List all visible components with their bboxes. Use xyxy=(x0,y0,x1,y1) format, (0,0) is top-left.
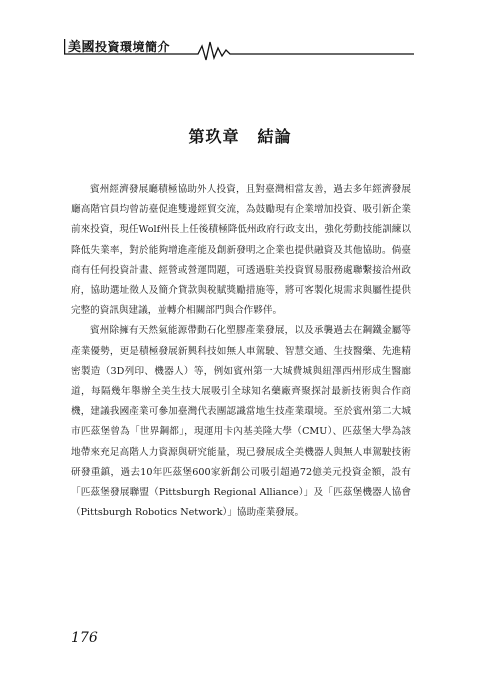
header-label xyxy=(68,36,170,55)
chapter-name: 結論 xyxy=(257,127,292,146)
paragraph-2: 賓州除擁有天然氣能源帶動石化塑膠產業發展，以及承襲過去在鋼鐵金屬等產業優勢，更是積極發展新興科技如無人車駕駛、智慧交通、生技醫藥、先進精密製造（3D列印、機器人）等，例如賓州第一大城費城與紐澤西州形成生醫廊道，每隔幾年舉辦全美生技大展吸引全球知名藥廠齊聚探討最新技術與合作商機，建議我國產業可參加臺灣代表團認識當地生技產業環境。至於賓州第二大城市匹茲堡曾為「世界鋼都」，現運用卡內基美隆大學（CMU）、匹茲堡大學為該地帶來充足高階人力資源與研究能量，現已發展成全美機器人與無人車駕駛技術研發重鎮，過去10年匹茲堡600家新創公司吸引超過72億美元投資金額，設有「匹茲堡發展聯盟（Pittsburgh Regional Alliance）」及「匹茲堡機器人協會（Pittsburgh Robotics Network）」協助產業發展。 xyxy=(71,325,411,519)
header-label-rest: 投資環境簡介 xyxy=(95,40,171,54)
header-label-lead: 美國 xyxy=(68,40,96,55)
paragraph-1: 賓州經濟發展廳積極協助外人投資，且對臺灣相當友善，過去多年經濟發展廳高階官員均曾訪臺促進雙邊經貿交流，為鼓勵現有企業增加投資、吸引新企業前來投資，現任Wolf州長上任後積極降低州政府行政支出，強化勞動技能訓練以降低失業率，對於能夠增進產能及創新發明之企業也提供融資及其他協助。倘臺商有任何投資計畫、經營或營運問題，可透過駐美投資貿易服務處聯繫接洽州政府，協助選址徵人及簡介貸款與稅賦獎勵措施等，將可客製化規需求與屬性提供完整的資訊與建議，並轉介相關部門與合作夥伴。 xyxy=(71,184,411,317)
chapter-number: 第玖章 xyxy=(188,127,240,146)
running-header xyxy=(64,32,414,62)
chapter-title xyxy=(0,124,480,147)
page-number: 176 xyxy=(71,630,98,646)
body-text xyxy=(71,180,411,523)
